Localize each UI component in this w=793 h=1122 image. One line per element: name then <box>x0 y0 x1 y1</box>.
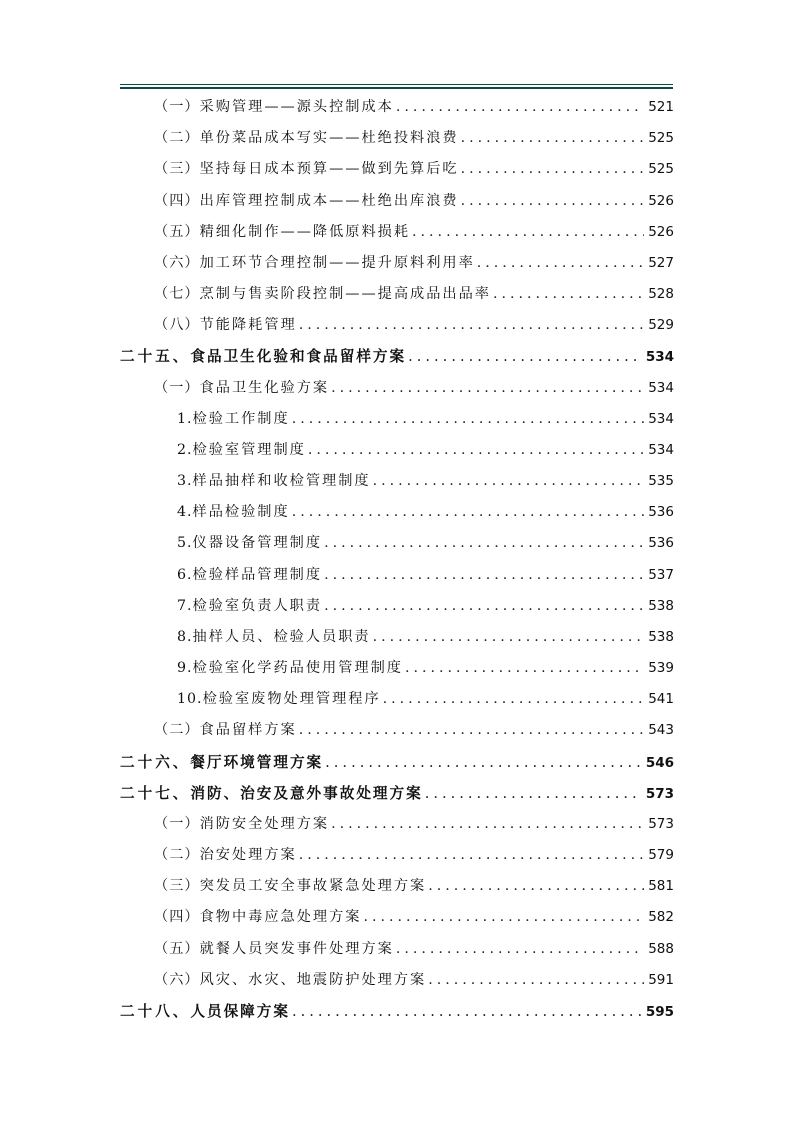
toc-entry-number: 二十八、 <box>120 1002 191 1020</box>
toc-dot-leader <box>299 715 645 746</box>
toc-entry-number: 6. <box>177 566 193 583</box>
toc-entry-number: （四） <box>154 192 200 209</box>
toc-entry[interactable] <box>120 310 674 341</box>
header-rule-thin <box>120 84 673 85</box>
toc-entry[interactable] <box>120 934 674 965</box>
toc-entry[interactable] <box>120 248 674 279</box>
toc-entry-number: （七） <box>154 286 200 303</box>
toc-entry-title: 出库管理控制成本——杜绝出库浪费 <box>199 192 459 209</box>
toc-entry[interactable] <box>120 902 674 933</box>
toc-entry-page-number: 534 <box>648 410 674 427</box>
toc-entry-page-number: 573 <box>645 785 674 802</box>
toc-dot-leader <box>292 996 642 1027</box>
toc-entry-page-number: 539 <box>648 660 674 677</box>
toc-entry-title: 检验室化学药品使用管理制度 <box>192 660 403 677</box>
toc-dot-leader <box>383 684 645 715</box>
toc-entry-number: （一） <box>154 815 200 832</box>
toc-entry-title: 检验工作制度 <box>192 410 290 427</box>
toc-entry-title: 样品抽样和收检管理制度 <box>192 473 371 490</box>
toc-entry-page-number: 536 <box>648 535 674 552</box>
toc-dot-leader <box>324 528 644 559</box>
toc-entry-title: 单份菜品成本写实——杜绝投料浪费 <box>199 130 459 147</box>
toc-dot-leader <box>299 310 645 341</box>
toc-dot-leader <box>412 217 644 248</box>
toc-entry[interactable] <box>120 528 674 559</box>
toc-entry-title: 就餐人员突发事件处理方案 <box>199 940 394 957</box>
toc-dot-leader <box>325 747 642 778</box>
toc-entry-number: （二） <box>154 130 200 147</box>
toc-entry[interactable] <box>120 92 674 123</box>
toc-dot-leader <box>428 871 644 902</box>
toc-entry-title: 食品卫生化验方案 <box>199 379 330 396</box>
toc-entry-number: （一） <box>154 99 200 115</box>
toc-entry[interactable] <box>120 965 674 996</box>
toc-entry-number: 二十六、 <box>120 753 191 771</box>
toc-dot-leader <box>396 92 644 123</box>
toc-entry-number: （三） <box>154 161 200 178</box>
toc-dot-leader <box>299 840 645 871</box>
toc-entry-page-number: 582 <box>648 909 674 926</box>
toc-entry[interactable] <box>120 996 674 1027</box>
toc-entry[interactable] <box>120 404 674 435</box>
toc-entry[interactable] <box>120 747 674 778</box>
toc-entry-title: 样品检验制度 <box>192 504 290 521</box>
toc-entry[interactable] <box>120 622 674 653</box>
table-of-contents <box>120 92 674 1027</box>
toc-entry-title: 消防、治安及意外事故处理方案 <box>190 784 423 802</box>
toc-entry-title: 烹制与售卖阶段控制——提高成品出品率 <box>199 286 491 303</box>
toc-entry-page-number: 579 <box>648 847 674 864</box>
toc-entry-page-number: 529 <box>648 317 674 334</box>
toc-dot-leader <box>425 778 642 809</box>
toc-entry-number: 10. <box>177 691 203 708</box>
toc-entry-number: 8. <box>177 628 193 645</box>
toc-entry-number: 二十七、 <box>120 784 191 802</box>
toc-entry-page-number: 525 <box>648 161 674 178</box>
toc-dot-leader <box>477 248 644 279</box>
toc-entry-title: 检验室废物处理管理程序 <box>202 691 381 708</box>
toc-entry-number: 5. <box>177 535 193 552</box>
toc-dot-leader <box>292 404 645 435</box>
toc-dot-leader <box>396 934 644 965</box>
toc-entry-number: 二十五、 <box>120 348 191 366</box>
toc-dot-leader <box>373 622 645 653</box>
toc-entry-title: 治安处理方案 <box>199 847 297 864</box>
toc-entry[interactable] <box>120 123 674 154</box>
toc-entry-number: 4. <box>177 504 193 521</box>
toc-dot-leader <box>428 965 644 996</box>
toc-dot-leader <box>373 466 645 497</box>
toc-dot-leader <box>461 123 645 154</box>
toc-entry-page-number: 528 <box>648 286 674 303</box>
toc-dot-leader <box>461 154 645 185</box>
toc-entry-page-number: 537 <box>648 566 674 583</box>
toc-entry-number: （五） <box>154 223 200 240</box>
toc-entry-page-number: 538 <box>648 628 674 645</box>
toc-entry-title: 检验样品管理制度 <box>192 566 323 583</box>
toc-entry-page-number: 573 <box>648 815 674 832</box>
toc-entry-number: （八） <box>154 317 200 334</box>
toc-entry[interactable] <box>120 497 674 528</box>
toc-entry-number: 7. <box>177 597 193 614</box>
toc-entry-number: 2. <box>177 441 193 458</box>
toc-entry-page-number: 526 <box>648 223 674 240</box>
toc-entry-page-number: 591 <box>648 971 674 988</box>
toc-entry-page-number: 534 <box>648 441 674 458</box>
toc-entry[interactable] <box>120 840 674 871</box>
header-rule-thick <box>120 87 673 89</box>
toc-entry-page-number: 536 <box>648 504 674 521</box>
toc-entry[interactable] <box>120 809 674 840</box>
toc-entry-page-number: 538 <box>648 597 674 614</box>
toc-entry[interactable] <box>120 186 674 217</box>
toc-entry-title: 风灾、水灾、地震防护处理方案 <box>199 971 427 988</box>
toc-entry-title: 消防安全处理方案 <box>199 815 330 832</box>
toc-entry[interactable] <box>120 653 674 684</box>
toc-entry-title: 采购管理——源头控制成本 <box>199 99 394 115</box>
toc-entry-title: 仪器设备管理制度 <box>192 535 323 552</box>
toc-entry-number: （二） <box>154 847 200 864</box>
toc-entry[interactable] <box>120 871 674 902</box>
toc-entry-title: 节能降耗管理 <box>199 317 297 334</box>
toc-entry-number: （六） <box>154 971 200 988</box>
toc-entry[interactable] <box>120 466 674 497</box>
toc-entry-page-number: 534 <box>648 379 674 396</box>
toc-entry-number: 3. <box>177 473 193 490</box>
toc-entry-title: 食物中毒应急处理方案 <box>199 909 362 926</box>
toc-dot-leader <box>461 186 645 217</box>
toc-entry-number: （二） <box>154 722 200 739</box>
toc-dot-leader <box>331 373 644 404</box>
toc-entry-page-number: 541 <box>648 691 674 708</box>
toc-dot-leader <box>292 497 645 528</box>
toc-entry[interactable] <box>120 435 674 466</box>
toc-entry-page-number: 543 <box>648 722 674 739</box>
toc-entry-number: （三） <box>154 878 200 895</box>
toc-entry[interactable] <box>120 684 674 715</box>
toc-entry[interactable] <box>120 154 674 185</box>
toc-entry-number: （四） <box>154 909 200 926</box>
toc-entry-number: （五） <box>154 940 200 957</box>
toc-dot-leader <box>324 560 644 591</box>
toc-entry[interactable] <box>120 778 674 809</box>
toc-entry-title: 抽样人员、检验人员职责 <box>192 628 371 645</box>
toc-dot-leader <box>331 809 644 840</box>
toc-entry[interactable] <box>120 279 674 310</box>
toc-entry-title: 突发员工安全事故紧急处理方案 <box>199 878 427 895</box>
toc-entry[interactable] <box>120 715 674 746</box>
toc-dot-leader <box>324 591 644 622</box>
toc-entry-title: 精细化制作——降低原料损耗 <box>199 223 411 240</box>
toc-entry-number: 9. <box>177 660 193 677</box>
toc-entry-title: 食品卫生化验和食品留样方案 <box>190 348 407 366</box>
toc-entry[interactable] <box>120 560 674 591</box>
toc-entry-number: 1. <box>177 410 193 427</box>
toc-entry-page-number: 546 <box>645 754 674 771</box>
toc-dot-leader <box>363 902 644 933</box>
toc-entry-page-number: 521 <box>648 99 674 115</box>
toc-entry-number: （六） <box>154 254 200 271</box>
toc-entry[interactable] <box>120 373 674 404</box>
toc-entry-page-number: 595 <box>645 1003 674 1020</box>
toc-entry[interactable] <box>120 341 674 372</box>
toc-entry-title: 坚持每日成本预算——做到先算后吃 <box>199 161 459 178</box>
toc-entry-page-number: 535 <box>648 473 674 490</box>
toc-entry-page-number: 581 <box>648 878 674 895</box>
toc-entry[interactable] <box>120 217 674 248</box>
toc-entry-page-number: 527 <box>648 254 674 271</box>
toc-entry-page-number: 525 <box>648 130 674 147</box>
toc-entry-page-number: 588 <box>648 940 674 957</box>
toc-entry-title: 检验室负责人职责 <box>192 597 323 614</box>
toc-entry-title: 人员保障方案 <box>190 1002 290 1020</box>
toc-dot-leader <box>408 341 642 372</box>
toc-entry[interactable] <box>120 591 674 622</box>
toc-dot-leader <box>308 435 644 466</box>
toc-entry-page-number: 526 <box>648 192 674 209</box>
toc-entry-title: 餐厅环境管理方案 <box>190 753 324 771</box>
toc-dot-leader <box>405 653 644 684</box>
toc-entry-title: 加工环节合理控制——提升原料利用率 <box>199 254 475 271</box>
toc-dot-leader <box>493 279 644 310</box>
toc-entry-number: （一） <box>154 379 200 396</box>
toc-entry-title: 食品留样方案 <box>199 722 297 739</box>
toc-entry-page-number: 534 <box>645 349 674 366</box>
toc-entry-title: 检验室管理制度 <box>192 441 306 458</box>
